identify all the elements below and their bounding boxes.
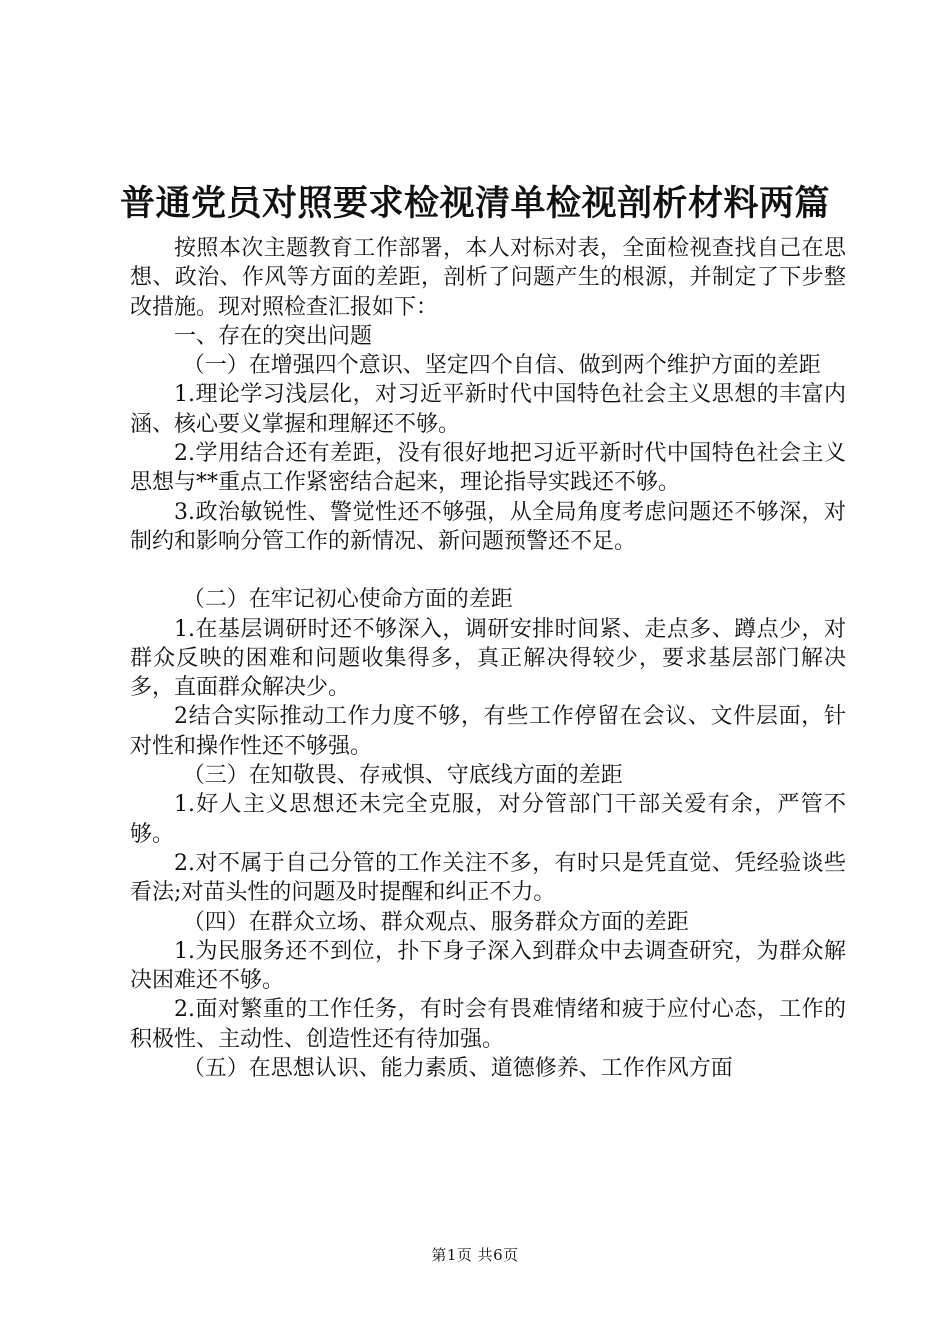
list-item: 1.好人主义思想还未完全克服，对分管部门干部关爱有余，严管不够。 [130,792,846,847]
subsection-heading: （二）在牢记初心使命方面的差距 [182,587,513,613]
subsection-heading: （四）在群众立场、群众观点、服务群众方面的差距 [182,909,689,935]
list-item: 1.理论学习浅层化，对习近平新时代中国特色社会主义思想的丰富内涵、核心要义掌握和理解还不够。 [130,382,846,437]
document-title: 普通党员对照要求检视清单检视剖析材料两篇 [119,183,830,224]
list-item: 3.政治敏锐性、警觉性还不够强，从全局角度考虑问题还不够深，对制约和影响分管工作的新情况、新问题预警还不足。 [130,499,846,554]
intro-paragraph: 按照本次主题教育工作部署，本人对标对表，全面检视查找自己在思想、政治、作风等方面的差距，剖析了问题产生的根源，并制定了下步整改措施。现对照检查汇报如下： [130,236,846,320]
list-item: 1.为民服务还不到位，扑下身子深入到群众中去调查研究，为群众解决困难还不够。 [130,938,846,994]
list-item: 2结合实际推动工作力度不够，有些工作停留在会议、文件层面，针对性和操作性还不够强。 [130,704,846,759]
page-footer: 第1页 共6页 [431,1246,519,1264]
list-item: 2.学用结合还有差距，没有很好地把习近平新时代中国特色社会主义思想与**重点工作紧密结合起来，理论指导实践还不够。 [130,441,846,496]
section-heading: 一、存在的突出问题 [174,323,373,349]
subsection-heading: （五）在思想认识、能力素质、道德修养、工作作风方面 [182,1056,733,1082]
subsection-heading: （一）在增强四个意识、坚定四个自信、做到两个维护方面的差距 [182,353,821,379]
subsection-heading: （三）在知敬畏、存戒惧、守底线方面的差距 [182,763,623,789]
list-item: 2.面对繁重的工作任务，有时会有畏难情绪和疲于应付心态，工作的积极性、主动性、创造性还有待加强。 [130,997,846,1052]
list-item: 1.在基层调研时还不够深入，调研安排时间紧、走点多、蹲点少，对群众反映的困难和问题收集得多，真正解决得较少，要求基层部门解决多，直面群众解决少。 [130,616,846,701]
document-body [130,234,846,1083]
list-item: 2.对不属于自己分管的工作关注不多，有时只是凭直觉、凭经验谈些看法;对苗头性的问题及时提醒和纠正不力。 [130,850,846,906]
